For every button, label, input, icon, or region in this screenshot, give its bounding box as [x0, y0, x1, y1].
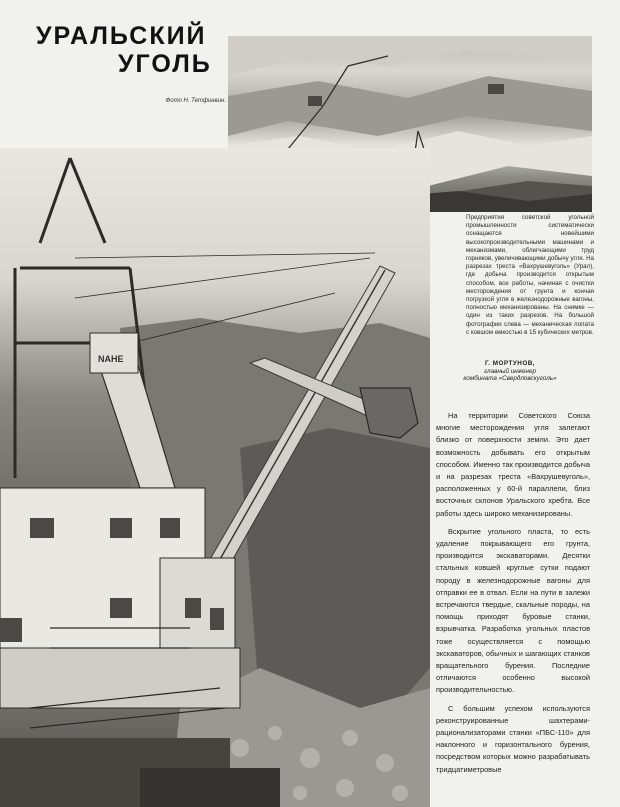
photo-caption: Предприятия советской угольной промышленности систематически оснащаются новейшими высокопроизводительными машинами и механизмами, облегчающими труд горняков, увеличивающими добычу угля. На разрезах треста «Вахрушевуголь» (Урал), где добыча производится открытым способом, все работы, начиная с очистки месторождения от грунта и кончая погрузкой угля в железнодорожные вагоны, полностью механизированы. На снимке — один из таких разрезов. На большой фотографии слева — механическая лопата с ковшом емкостью в 15 кубических метров.: [466, 214, 594, 336]
excavator-illustration: [0, 148, 430, 807]
photo-credit: Фото Н. Тетфинвин.: [165, 98, 226, 104]
article-paragraph-3: С большим успехом используются реконструированные шахтерами-рационализаторами станки «ПБС-110» для наклонного и горизонтального бурения, посредством которых можно разрабатывать тридцатиметровые: [436, 703, 590, 774]
mechanical-shovel-photo: [0, 148, 430, 807]
article-author: [450, 360, 570, 383]
title-line-1: УРАЛЬСКИЙ: [36, 22, 207, 50]
author-role-2: комбината «Свердловскуголь»: [463, 375, 557, 383]
page-title: [36, 22, 226, 78]
author-name: Г. МОРТУНОВ,: [484, 360, 536, 367]
article-paragraph-1: На территории Советского Союза многие месторождения угля залегают близко от поверхности земли. Это дает возможность добывать его открытым способом. Именно так производится добыча и на разрезах треста «Вахрушевуголь», расположенных у 60-й параллели, близ восточных склонов Уральского хребта. Все работы здесь широко механизированы.: [436, 411, 590, 518]
article-paragraph-2: Вскрытие угольного пласта, то есть удаление покрывающего его грунта, производится экскаваторами. Десятки стальных ковшей круглые сутки подают породу в железнодорожные вагоны для отправки ее в отвал. Если на пути в залежи встречаются твердые, скальные породы, на помощь приходят буровые станки, взрывчатка. Разработка угольных пластов тоже осуществляется с помощью экскаваторов, обычных и шагающих станков вращательного бурения. Последние отличаются особенно высокой производительностью.: [436, 526, 590, 695]
author-role-1: главный инженер: [484, 367, 536, 375]
article-body: [436, 410, 590, 782]
title-line-2: УГОЛЬ: [118, 50, 212, 78]
cabin-text: NAHE: [98, 354, 124, 364]
